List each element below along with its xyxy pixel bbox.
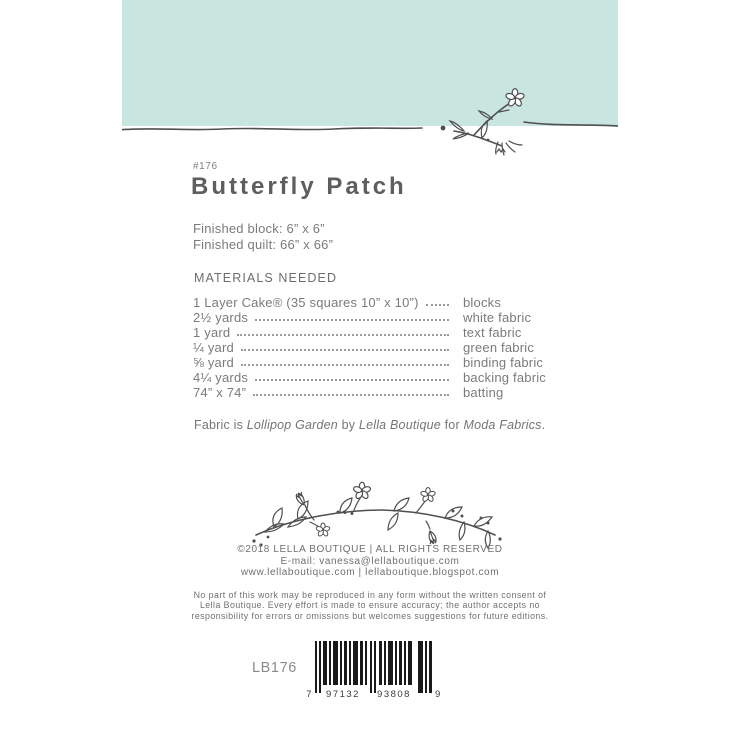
materials-heading: MATERIALS NEEDED: [194, 271, 338, 285]
material-use: batting: [463, 385, 504, 400]
materials-row: [193, 370, 585, 385]
dotted-leader: [241, 364, 449, 366]
material-item: 1 Layer Cake® (35 squares 10” x 10”): [193, 295, 419, 310]
barcode: [305, 641, 445, 701]
flower-icon: [353, 482, 371, 500]
fabric-note-text: by: [337, 418, 359, 432]
material-use: white fabric: [463, 310, 532, 325]
materials-row: [193, 295, 585, 310]
fabric-collection-name: Lollipop Garden: [246, 418, 338, 432]
dotted-leader: [237, 334, 449, 336]
dotted-leader: [241, 349, 449, 351]
finished-block-size: Finished block: 6” x 6”: [193, 221, 325, 236]
flower-icon: [420, 488, 436, 503]
fabric-designer-name: Lella Boutique: [358, 418, 441, 432]
barcode-digit-group1: 97132: [326, 689, 360, 700]
fabric-manufacturer-name: Moda Fabrics: [463, 418, 542, 432]
materials-row: [193, 355, 585, 370]
pattern-number: #176: [193, 161, 218, 172]
item-code: LB176: [252, 660, 297, 676]
material-use: text fabric: [463, 325, 522, 340]
material-use: blocks: [463, 295, 502, 310]
material-item: 2½ yards: [193, 310, 249, 325]
material-use: backing fabric: [463, 370, 547, 385]
flower-sprig-illustration: [122, 86, 618, 160]
material-item: 74” x 74”: [193, 385, 247, 400]
fabric-note-text: .: [541, 418, 546, 432]
page-title: Butterfly Patch: [191, 173, 407, 200]
barcode-digit-trail: 9: [435, 689, 442, 700]
dotted-leader: [426, 304, 449, 306]
material-item: 4¼ yards: [193, 370, 249, 385]
dotted-leader: [255, 319, 449, 321]
finished-quilt-size: Finished quilt: 66” x 66”: [193, 236, 334, 252]
footer-contact: [122, 544, 618, 579]
dotted-leader: [255, 379, 449, 381]
finished-sizes: [193, 221, 333, 252]
email-line: E-mail: vanessa@lellaboutique.com: [280, 555, 460, 567]
fabric-note: [194, 418, 545, 432]
flower-icon: [505, 89, 525, 108]
barcode-digit-lead: 7: [306, 689, 313, 700]
material-use: binding fabric: [463, 355, 544, 370]
dotted-leader: [253, 394, 449, 396]
material-item: 1 yard: [193, 325, 231, 340]
materials-row: [193, 385, 585, 400]
material-item: ¼ yard: [193, 340, 234, 355]
tuft-icon: [496, 141, 522, 155]
material-item: ⅝ yard: [193, 355, 234, 370]
copyright-line: ©2018 LELLA BOUTIQUE | ALL RIGHTS RESERVED: [237, 544, 503, 555]
floral-laurel-divider-illustration: [248, 464, 508, 550]
materials-row: [193, 310, 585, 325]
websites-line: www.lellaboutique.com | lellaboutique.blogspot.com: [240, 567, 500, 578]
legal-disclaimer: No part of this work may be reproduced in any form without the written consent of Lella Boutique. Every effort is made to ensure accuracy; the author accepts no responsibility for errors or omissions but welcomes suggestions for future editions.: [191, 590, 549, 621]
flower-icon: [316, 523, 331, 537]
fabric-note-text: Fabric is: [194, 418, 247, 432]
barcode-digit-group2: 93808: [377, 689, 411, 700]
materials-row: [193, 325, 585, 340]
fabric-note-text: for: [440, 418, 464, 432]
tulip-bud-icon: [426, 530, 437, 545]
materials-list: [193, 295, 585, 400]
material-use: green fabric: [463, 340, 535, 355]
pattern-back-cover: [122, 0, 618, 750]
materials-row: [193, 340, 585, 355]
barcode-section: [122, 641, 618, 703]
